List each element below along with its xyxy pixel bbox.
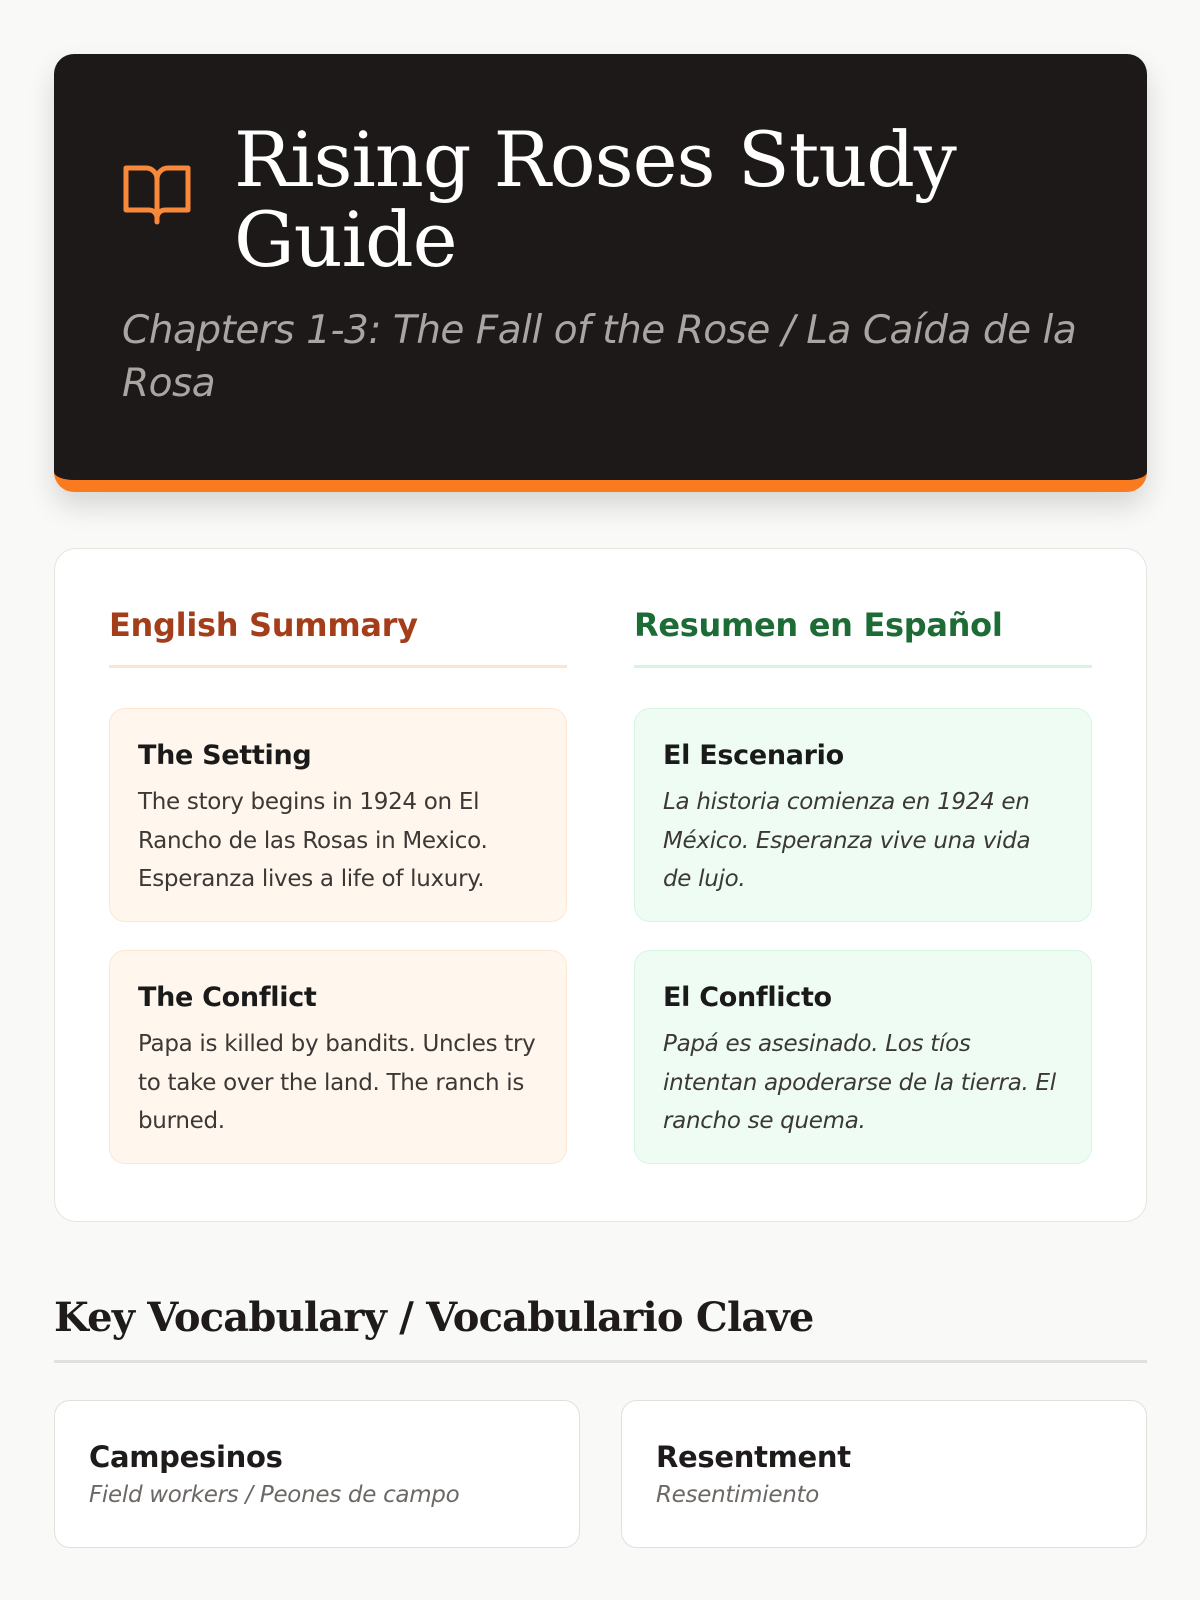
summary-item-title: El Conflicto [663, 982, 832, 1013]
vocab-definition: Field workers / Peones de campo [89, 1482, 460, 1508]
english-summary-column [109, 605, 567, 1221]
summary-item-conflict [109, 950, 567, 1164]
open-book-icon [122, 160, 192, 230]
summary-item-title: The Conflict [138, 982, 317, 1013]
page-title: Rising Roses Study Guide [234, 115, 956, 284]
summary-item-setting [109, 708, 567, 922]
vocab-card-resentment [621, 1400, 1147, 1548]
english-summary-heading: English Summary [109, 605, 567, 668]
summary-card [54, 548, 1147, 1222]
spanish-summary-heading: Resumen en Español [634, 605, 1092, 668]
summary-item-title: El Escenario [663, 740, 844, 771]
summary-item-text: The story begins in 1924 on El Rancho de las Rosas in Mexico. Esperanza lives a life of luxury. [138, 789, 488, 892]
vocab-card-campesinos [54, 1400, 580, 1548]
summary-item-title: The Setting [138, 740, 312, 771]
summary-item-text: Papá es asesinado. Los tíos intentan apoderarse de la tierra. El rancho se quema. [663, 1031, 1056, 1134]
vocab-term: Campesinos [89, 1440, 283, 1474]
summary-item-text: Papa is killed by bandits. Uncles try to take over the land. The ranch is burned. [138, 1031, 536, 1134]
spanish-summary-column [634, 605, 1092, 1221]
chapter-subtitle: Chapters 1-3: The Fall of the Rose / La Caída de la Rosa [122, 308, 1077, 406]
vocab-definition: Resentimiento [656, 1482, 819, 1508]
guide-header [54, 54, 1147, 492]
vocab-term: Resentment [656, 1440, 851, 1474]
summary-item-escenario [634, 708, 1092, 922]
summary-item-text: La historia comienza en 1924 en México. Esperanza vive una vida de lujo. [663, 789, 1031, 892]
summary-item-conflicto [634, 950, 1092, 1164]
vocabulary-grid [54, 1400, 1147, 1548]
vocabulary-heading: Key Vocabulary / Vocabulario Clave [54, 1290, 1147, 1363]
